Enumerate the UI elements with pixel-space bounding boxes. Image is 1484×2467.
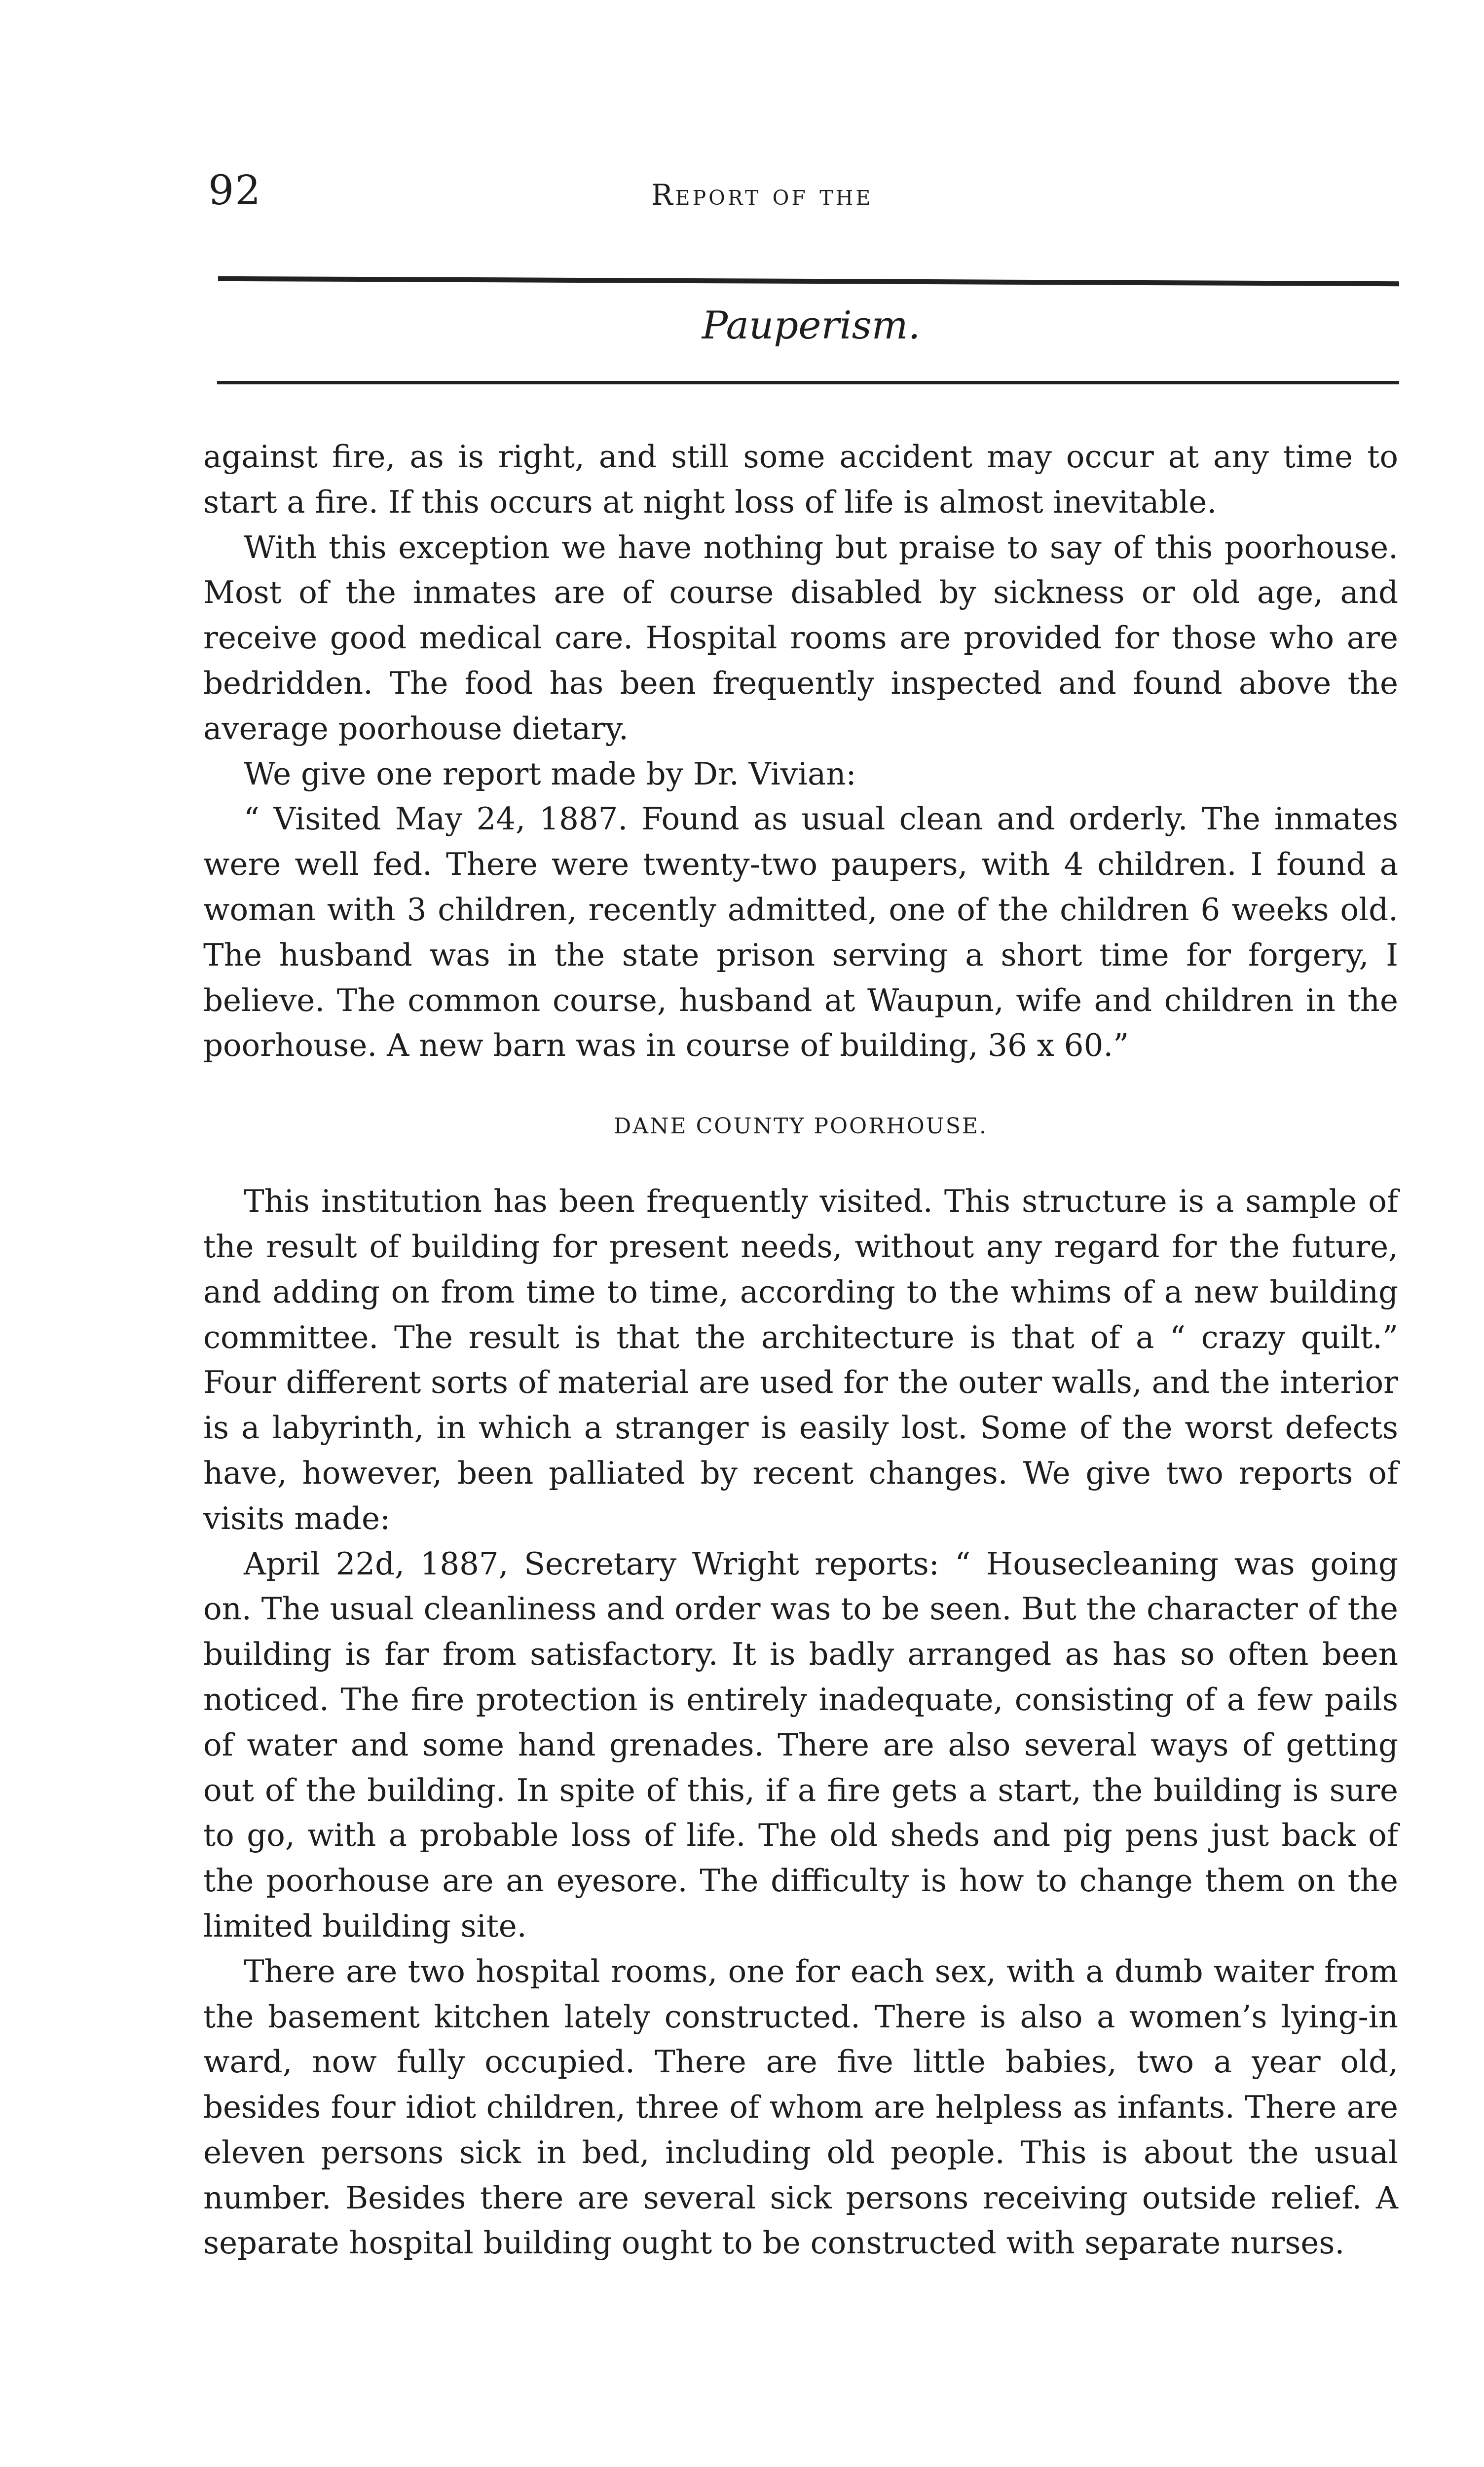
section-title: Pauperism. <box>702 303 921 348</box>
paragraph: This institution has been frequently visited. This structure is a sample of the result of building for present needs, without any regard for the future, and adding on from time to time, according to the whims of a new building committee. The result is that the architecture is that of a “ crazy quilt.” Four different sorts of material are used for the outer walls, and the interior is a labyrinth, in which a stranger is easily lost. Some of the worst defects have, however, been palliated by recent changes. We give two reports of visits made: <box>203 1183 1398 1536</box>
header-rule-top <box>218 276 1399 286</box>
paragraph: There are two hospital rooms, one for each sex, with a dumb waiter from the basement kitchen lately constructed. There is also a women’s lying-in ward, now fully occupied. There are five little babies, two a year old, besides four idiot children, three of whom are helpless as infants. There are eleven persons sick in bed, including old people. This is about the usual number. Besides there are several sick persons receiving outside relief. A separate hospital building ought to be constructed with separate nurses. <box>203 1953 1398 2261</box>
paragraph: With this exception we have nothing but praise to say of this poorhouse. Most of the inmates are of course disabled by sickness or old age, and receive good medical care. Hospital rooms are provided for those who are bedridden. The food has been frequently inspected and found above the average poorhouse dietary. <box>203 529 1398 747</box>
body-text <box>203 434 1398 2266</box>
running-head: Report of the <box>651 178 873 212</box>
subheading: DANE COUNTY POORHOUSE. <box>613 1114 988 1139</box>
paragraph: We give one report made by Dr. Vivian: <box>244 755 856 792</box>
page-number: 92 <box>208 167 262 214</box>
header-rule-bottom <box>217 381 1399 384</box>
paragraph: against fire, as is right, and still some accident may occur at any time to start a fire. If this occurs at night loss of life is almost inevitable. <box>203 439 1398 520</box>
quoted-report-paragraph: “ Visited May 24, 1887. Found as usual clean and orderly. The inmates were well fed. There were twenty-two paupers, with 4 children. I found a woman with 3 children, recently admitted, one of the children 6 weeks old. The husband was in the state prison serving a short time for forgery, I believe. The common course, husband at Waupun, wife and children in the poorhouse. A new barn was in course of building, 36 x 60.” <box>203 801 1398 1064</box>
paragraph: April 22d, 1887, Secretary Wright reports: “ Housecleaning was going on. The usual cleanliness and order was to be seen. But the character of the building is far from satisfactory. It is badly arranged as has so often been noticed. The fire protection is entirely inadequate, consisting of a few pails of water and some hand grenades. There are also several ways of getting out of the building. In spite of this, if a fire gets a start, the building is sure to go, with a probable loss of life. The old sheds and pig pens just back of the poorhouse are an eyesore. The difficulty is how to change them on the limited building site. <box>203 1545 1398 1944</box>
